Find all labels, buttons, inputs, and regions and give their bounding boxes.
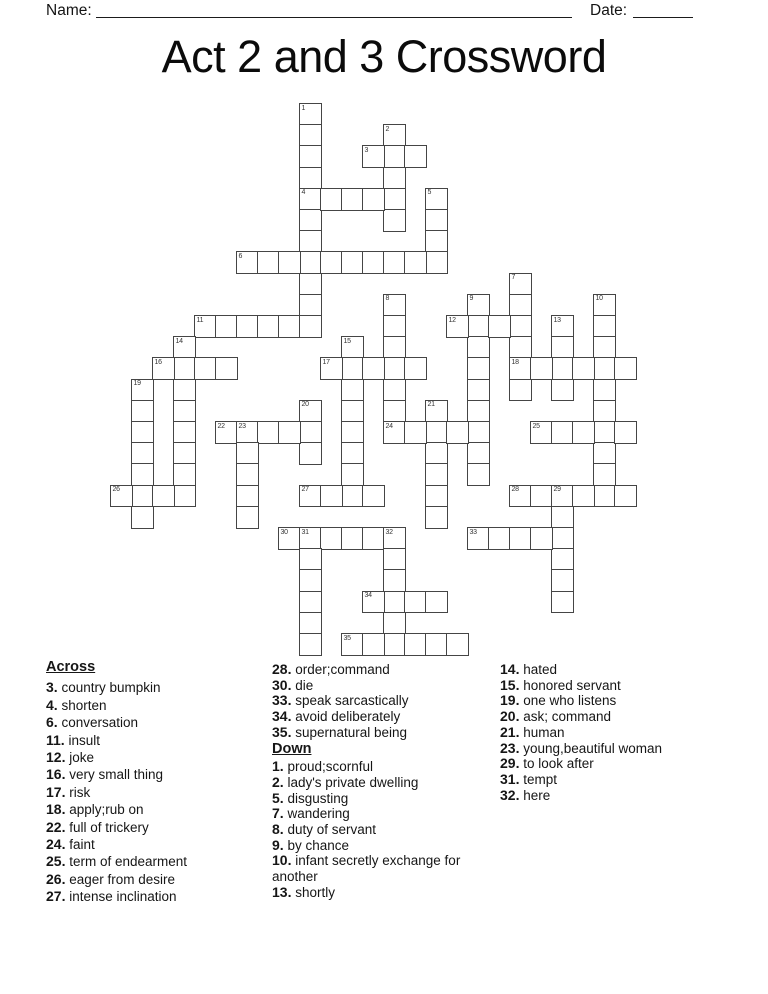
grid-cell xyxy=(236,251,259,274)
clue-number: 8. xyxy=(272,821,284,838)
grid-cell xyxy=(257,421,280,444)
clue-5: 5. disgusting xyxy=(272,789,349,806)
grid-cell xyxy=(467,463,490,486)
grid-cell xyxy=(320,357,343,380)
grid-cell xyxy=(299,103,322,126)
clue-number: 3. xyxy=(46,679,58,696)
clue-29: 29. to look after xyxy=(500,755,594,772)
clue-number: 27. xyxy=(46,888,66,905)
grid-cell xyxy=(173,336,196,359)
grid-cell xyxy=(530,357,553,380)
grid-cell xyxy=(614,421,637,444)
grid-cell xyxy=(425,442,448,465)
grid-cell xyxy=(593,294,616,317)
grid-cell xyxy=(299,273,322,296)
clues-heading-down: Down xyxy=(272,740,312,757)
cell-number: 19 xyxy=(133,380,141,388)
cell-number: 22 xyxy=(217,422,225,430)
grid-cell xyxy=(425,485,448,508)
grid-cell xyxy=(551,357,574,380)
clue-11: 11. insult xyxy=(46,731,100,748)
clue-34: 34. avoid deliberately xyxy=(272,708,401,725)
grid-cell xyxy=(362,485,385,508)
grid-cell xyxy=(383,379,406,402)
grid-cell xyxy=(467,379,490,402)
grid-cell xyxy=(236,442,259,465)
grid-cell xyxy=(131,485,154,508)
cell-number: 8 xyxy=(385,295,390,303)
grid-cell xyxy=(551,591,574,614)
clue-number: 22. xyxy=(46,818,66,835)
cell-number: 24 xyxy=(385,422,393,430)
clue-number: 24. xyxy=(46,836,66,853)
grid-cell xyxy=(383,251,406,274)
cell-number: 1 xyxy=(301,104,306,112)
grid-cell xyxy=(551,506,574,529)
grid-cell xyxy=(404,357,427,380)
date-label: Date: xyxy=(590,2,628,19)
clue-18: 18. apply;rub on xyxy=(46,801,144,818)
clue-21: 21. human xyxy=(500,723,565,740)
grid-cell xyxy=(257,315,280,338)
grid-cell xyxy=(404,251,427,274)
grid-cell xyxy=(299,527,322,550)
grid-cell xyxy=(593,421,616,444)
clue-number: 20. xyxy=(500,708,520,725)
grid-cell xyxy=(152,357,175,380)
grid-cell xyxy=(572,485,595,508)
grid-cell xyxy=(320,188,343,211)
cell-number: 21 xyxy=(427,401,435,409)
cell-number: 35 xyxy=(343,634,351,642)
clue-column-left xyxy=(46,659,268,906)
grid-cell xyxy=(425,421,448,444)
clue-number: 17. xyxy=(46,783,66,800)
clue-28: 28. order;command xyxy=(272,661,390,677)
grid-cell xyxy=(593,379,616,402)
grid-cell xyxy=(341,463,364,486)
cell-number: 15 xyxy=(343,337,351,345)
clue-24: 24. faint xyxy=(46,836,95,853)
grid-cell xyxy=(215,315,238,338)
clue-number: 1. xyxy=(272,758,284,775)
grid-cell xyxy=(236,315,259,338)
grid-cell xyxy=(320,251,343,274)
clue-27: 27. intense inclination xyxy=(46,888,177,905)
grid-cell xyxy=(467,442,490,465)
clue-12: 12. joke xyxy=(46,749,94,766)
grid-cell xyxy=(425,591,448,614)
clue-number: 26. xyxy=(46,870,66,887)
grid-cell xyxy=(593,442,616,465)
clue-number: 6. xyxy=(46,714,58,731)
grid-cell xyxy=(173,421,196,444)
grid-cell xyxy=(131,463,154,486)
grid-cell xyxy=(215,357,238,380)
grid-cell xyxy=(530,421,553,444)
grid-cell xyxy=(341,400,364,423)
cell-number: 6 xyxy=(238,252,243,260)
clue-number: 12. xyxy=(46,749,66,766)
cell-number: 27 xyxy=(301,486,309,494)
grid-cell xyxy=(614,357,637,380)
cell-number: 13 xyxy=(553,316,561,324)
grid-cell xyxy=(467,527,490,550)
cell-number: 16 xyxy=(154,358,162,366)
grid-cell xyxy=(362,357,385,380)
clue-number: 10. xyxy=(272,852,292,869)
clue-number: 23. xyxy=(500,739,520,756)
grid-cell xyxy=(383,167,406,190)
cell-number: 3 xyxy=(364,146,369,154)
grid-cell xyxy=(236,421,259,444)
grid-cell xyxy=(236,506,259,529)
grid-cell xyxy=(383,336,406,359)
clue-6: 6. conversation xyxy=(46,714,138,731)
clue-number: 19. xyxy=(500,692,520,709)
cell-number: 26 xyxy=(112,486,120,494)
grid-cell xyxy=(509,485,532,508)
grid-cell xyxy=(425,633,448,656)
grid-cell xyxy=(131,506,154,529)
grid-cell xyxy=(551,315,574,338)
clue-14: 14. hated xyxy=(500,661,558,677)
grid-cell xyxy=(236,463,259,486)
grid-cell xyxy=(593,336,616,359)
clue-number: 13. xyxy=(272,883,292,900)
clue-number: 28. xyxy=(272,661,292,677)
clue-4: 4. shorten xyxy=(46,696,107,713)
cell-number: 11 xyxy=(196,316,204,324)
grid-cell xyxy=(467,400,490,423)
grid-cell xyxy=(173,463,196,486)
grid-cell xyxy=(383,548,406,571)
grid-cell xyxy=(341,485,364,508)
clue-2: 2. lady's private dwelling xyxy=(272,773,419,790)
cell-number: 4 xyxy=(301,189,306,197)
grid-cell xyxy=(530,485,553,508)
clue-9: 9. by chance xyxy=(272,836,349,853)
clue-33: 33. speak sarcastically xyxy=(272,692,409,709)
grid-cell xyxy=(593,400,616,423)
grid-cell xyxy=(194,357,217,380)
date-blank-line xyxy=(633,1,693,18)
grid-cell xyxy=(299,315,322,338)
clue-number: 2. xyxy=(272,773,284,790)
grid-cell xyxy=(530,527,553,550)
clue-number: 32. xyxy=(500,786,520,803)
grid-cell xyxy=(509,315,532,338)
grid-cell xyxy=(509,357,532,380)
page-title: Act 2 and 3 Crossword xyxy=(161,31,607,82)
grid-cell xyxy=(488,527,511,550)
grid-cell xyxy=(425,230,448,253)
grid-cell xyxy=(383,612,406,635)
cell-number: 12 xyxy=(448,316,456,324)
name-blank-line xyxy=(96,1,572,18)
grid-cell xyxy=(383,294,406,317)
grid-cell xyxy=(278,315,301,338)
grid-cell xyxy=(362,145,385,168)
grid-cell xyxy=(341,421,364,444)
cell-number: 20 xyxy=(301,401,309,409)
grid-cell xyxy=(110,485,133,508)
grid-cell xyxy=(593,315,616,338)
cell-number: 17 xyxy=(322,358,330,366)
grid-cell xyxy=(404,633,427,656)
clue-20: 20. ask; command xyxy=(500,708,612,725)
grid-cell xyxy=(446,633,469,656)
grid-cell xyxy=(131,421,154,444)
grid-cell xyxy=(299,569,322,592)
grid-cell xyxy=(299,251,322,274)
name-label: Name: xyxy=(46,2,92,19)
grid-cell xyxy=(572,421,595,444)
grid-cell xyxy=(383,315,406,338)
grid-cell xyxy=(362,591,385,614)
grid-cell xyxy=(131,442,154,465)
grid-cell xyxy=(152,485,175,508)
grid-cell xyxy=(425,463,448,486)
grid-cell xyxy=(299,421,322,444)
clue-number: 18. xyxy=(46,801,66,818)
grid-cell xyxy=(299,548,322,571)
grid-cell xyxy=(425,506,448,529)
clue-number: 25. xyxy=(46,853,66,870)
grid-cell xyxy=(509,527,532,550)
cell-number: 29 xyxy=(553,486,561,494)
grid-cell xyxy=(362,251,385,274)
grid-cell xyxy=(425,251,448,274)
grid-cell xyxy=(320,485,343,508)
clue-number: 4. xyxy=(46,696,58,713)
grid-cell xyxy=(173,379,196,402)
grid-cell xyxy=(593,463,616,486)
grid-cell xyxy=(299,209,322,232)
clue-8: 8. duty of servant xyxy=(272,821,376,838)
grid-cell xyxy=(425,209,448,232)
clue-7: 7. wandering xyxy=(272,805,350,822)
grid-cell xyxy=(383,145,406,168)
clue-number: 34. xyxy=(272,708,292,725)
grid-cell xyxy=(551,548,574,571)
grid-cell xyxy=(299,442,322,465)
grid-cell xyxy=(425,400,448,423)
clue-25: 25. term of endearment xyxy=(46,853,188,870)
cell-number: 28 xyxy=(511,486,519,494)
grid-cell xyxy=(467,336,490,359)
cell-number: 10 xyxy=(595,295,603,303)
clue-column-right xyxy=(500,662,718,803)
grid-cell xyxy=(299,400,322,423)
grid-cell xyxy=(131,400,154,423)
grid-cell xyxy=(404,145,427,168)
grid-cell xyxy=(299,145,322,168)
clue-35: 35. supernatural being xyxy=(272,723,408,740)
grid-cell xyxy=(299,633,322,656)
cell-number: 25 xyxy=(532,422,540,430)
grid-cell xyxy=(551,569,574,592)
grid-cell xyxy=(383,421,406,444)
grid-cell xyxy=(467,294,490,317)
grid-cell xyxy=(341,527,364,550)
clue-22: 22. full of trickery xyxy=(46,818,149,835)
clue-number: 29. xyxy=(500,755,520,772)
grid-cell xyxy=(383,633,406,656)
grid-cell xyxy=(509,379,532,402)
grid-cell xyxy=(383,527,406,550)
grid-cell xyxy=(383,569,406,592)
grid-cell xyxy=(299,612,322,635)
clue-10: 10. infant secretly exchange for another xyxy=(272,852,461,885)
grid-cell xyxy=(257,251,280,274)
clue-number: 15. xyxy=(500,676,520,693)
grid-cell xyxy=(467,315,490,338)
clue-number: 14. xyxy=(500,661,520,677)
cell-number: 9 xyxy=(469,295,474,303)
clue-number: 11. xyxy=(46,731,65,748)
clue-17: 17. risk xyxy=(46,783,91,800)
grid-cell xyxy=(383,188,406,211)
grid-cell xyxy=(383,400,406,423)
grid-cell xyxy=(551,485,574,508)
grid-cell xyxy=(173,485,196,508)
grid-cell xyxy=(425,188,448,211)
grid-cell xyxy=(488,315,511,338)
grid-cell xyxy=(194,315,217,338)
grid-cell xyxy=(131,379,154,402)
grid-cell xyxy=(509,294,532,317)
clue-13: 13. shortly xyxy=(272,883,335,900)
grid-cell xyxy=(299,230,322,253)
grid-cell xyxy=(383,591,406,614)
clue-23: 23. young,beautiful woman xyxy=(500,739,663,756)
grid-cell xyxy=(341,633,364,656)
clue-number: 16. xyxy=(46,766,66,783)
grid-cell xyxy=(278,421,301,444)
grid-cell xyxy=(383,357,406,380)
cell-number: 18 xyxy=(511,358,519,366)
clue-number: 7. xyxy=(272,805,284,822)
cell-number: 31 xyxy=(301,528,309,536)
grid-cell xyxy=(551,421,574,444)
clue-30: 30. die xyxy=(272,676,314,693)
grid-cell xyxy=(551,336,574,359)
clue-19: 19. one who listens xyxy=(500,692,617,709)
clues-heading-across: Across xyxy=(46,659,96,675)
clue-number: 35. xyxy=(272,723,292,740)
clue-26: 26. eager from desire xyxy=(46,870,176,887)
grid-cell xyxy=(299,591,322,614)
grid-cell xyxy=(551,527,574,550)
clue-31: 31. tempt xyxy=(500,770,557,787)
cell-number: 34 xyxy=(364,592,372,600)
grid-cell xyxy=(299,124,322,147)
cell-number: 7 xyxy=(511,274,516,282)
clue-3: 3. country bumpkin xyxy=(46,679,161,696)
grid-cell xyxy=(593,485,616,508)
grid-cell xyxy=(278,527,301,550)
clue-16: 16. very small thing xyxy=(46,766,164,783)
grid-cell xyxy=(173,357,196,380)
clue-number: 31. xyxy=(500,770,520,787)
grid-cell xyxy=(509,336,532,359)
grid-cell xyxy=(341,357,364,380)
clue-column-middle xyxy=(272,662,479,901)
cell-number: 2 xyxy=(385,125,390,133)
clue-number: 9. xyxy=(272,836,284,853)
grid-cell xyxy=(362,633,385,656)
grid-cell xyxy=(215,421,238,444)
grid-cell xyxy=(173,442,196,465)
grid-cell xyxy=(299,294,322,317)
clue-1: 1. proud;scornful xyxy=(272,758,373,775)
grid-cell xyxy=(404,421,427,444)
grid-cell xyxy=(593,357,616,380)
grid-cell xyxy=(383,124,406,147)
grid-cell xyxy=(446,421,469,444)
clue-number: 33. xyxy=(272,692,292,709)
grid-cell xyxy=(341,379,364,402)
grid-cell xyxy=(299,188,322,211)
grid-cell xyxy=(551,379,574,402)
grid-cell xyxy=(362,188,385,211)
grid-cell xyxy=(173,400,196,423)
grid-cell xyxy=(404,591,427,614)
cell-number: 33 xyxy=(469,528,477,536)
clue-number: 5. xyxy=(272,789,284,806)
grid-cell xyxy=(614,485,637,508)
grid-cell xyxy=(299,167,322,190)
grid-cell xyxy=(467,421,490,444)
grid-cell xyxy=(341,188,364,211)
grid-cell xyxy=(341,442,364,465)
cell-number: 14 xyxy=(175,337,183,345)
grid-cell xyxy=(572,357,595,380)
grid-cell xyxy=(320,527,343,550)
clue-15: 15. honored servant xyxy=(500,676,621,693)
clue-number: 30. xyxy=(272,676,292,693)
clue-number: 21. xyxy=(500,723,520,740)
cell-number: 32 xyxy=(385,528,393,536)
cell-number: 5 xyxy=(427,189,432,197)
clue-32: 32. here xyxy=(500,786,551,803)
grid-cell xyxy=(467,357,490,380)
grid-cell xyxy=(509,273,532,296)
grid-cell xyxy=(446,315,469,338)
grid-cell xyxy=(341,336,364,359)
grid-cell xyxy=(278,251,301,274)
grid-cell xyxy=(341,251,364,274)
cell-number: 23 xyxy=(238,422,246,430)
cell-number: 30 xyxy=(280,528,288,536)
grid-cell xyxy=(362,527,385,550)
grid-cell xyxy=(236,485,259,508)
grid-cell xyxy=(383,209,406,232)
grid-cell xyxy=(299,485,322,508)
